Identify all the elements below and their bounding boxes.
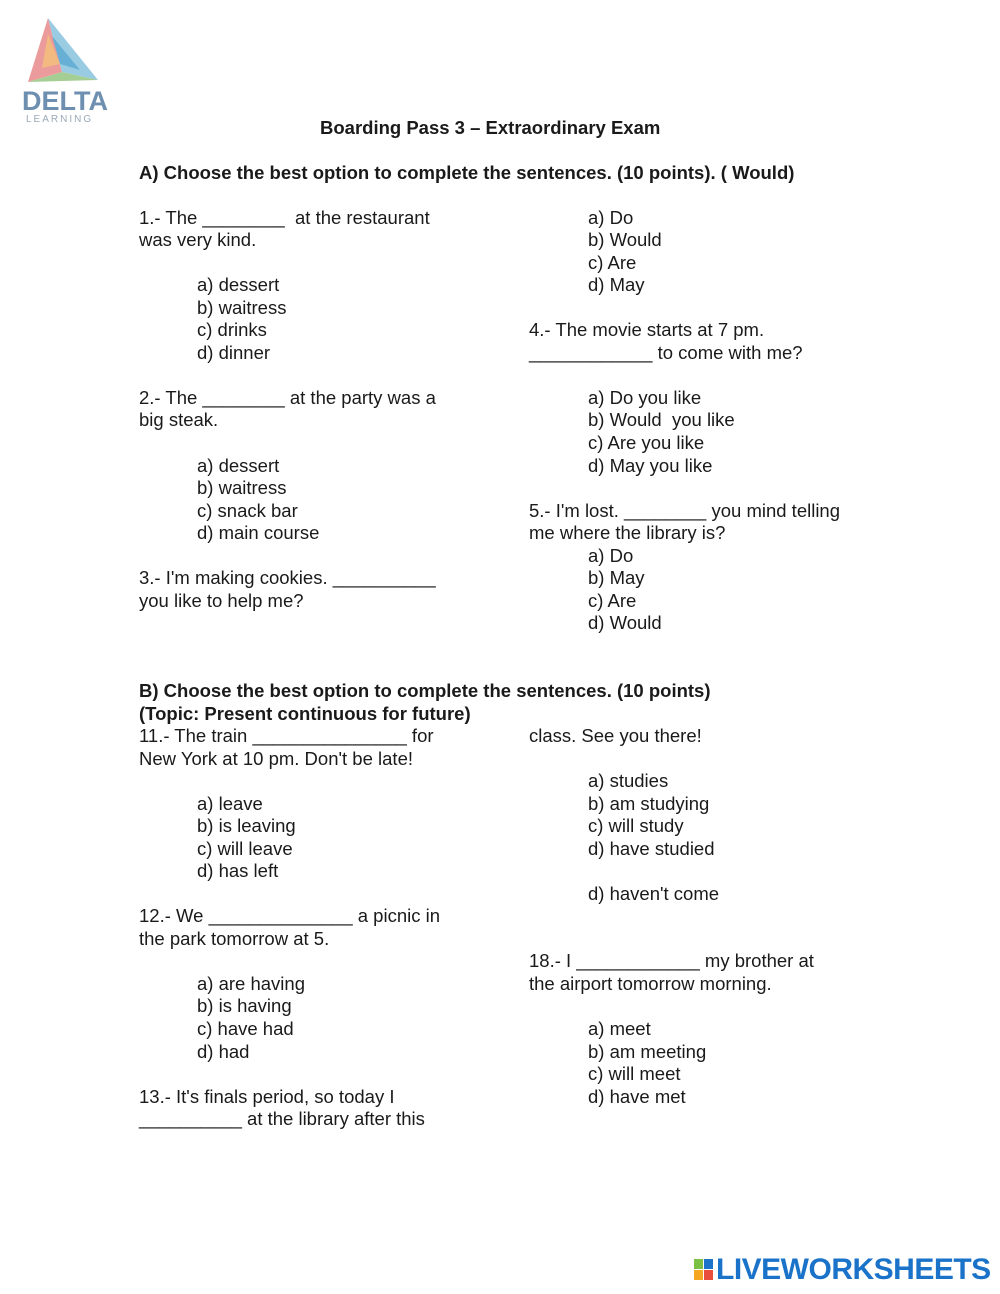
q13-option-a[interactable]: a) studies bbox=[588, 770, 669, 791]
q11-option-d[interactable]: d) has left bbox=[197, 860, 279, 881]
question-11-line1: 11.- The train _______________ for bbox=[139, 725, 434, 746]
question-1-line1: 1.- The ________ at the restaurant bbox=[139, 207, 430, 228]
q4-option-b[interactable]: b) Would you like bbox=[588, 409, 735, 430]
question-5-line1: 5.- I'm lost. ________ you mind telling bbox=[529, 500, 841, 521]
liveworksheets-blocks-icon bbox=[694, 1259, 714, 1281]
liveworksheets-brand: LIVEWORKSHEETS bbox=[716, 1253, 991, 1286]
delta-triangle-icon bbox=[18, 14, 110, 126]
q5-option-a[interactable]: a) Do bbox=[588, 545, 634, 566]
q18-option-c[interactable]: c) will meet bbox=[588, 1063, 681, 1084]
q18-option-b[interactable]: b) am meeting bbox=[588, 1041, 707, 1062]
q3-option-c[interactable]: c) Are bbox=[588, 252, 637, 273]
q18-option-d[interactable]: d) have met bbox=[588, 1086, 686, 1107]
delta-learning-logo bbox=[18, 14, 110, 126]
question-4-line2: ____________ to come with me? bbox=[529, 342, 803, 363]
q11-option-c[interactable]: c) will leave bbox=[197, 838, 293, 859]
q3-option-a[interactable]: a) Do bbox=[588, 207, 634, 228]
q13-option-b[interactable]: b) am studying bbox=[588, 793, 710, 814]
q11-option-b[interactable]: b) is leaving bbox=[197, 815, 296, 836]
question-5-line2: me where the library is? bbox=[529, 522, 726, 543]
question-3-line2: you like to help me? bbox=[139, 590, 304, 611]
q13-option-d[interactable]: d) have studied bbox=[588, 838, 715, 859]
logo-name: DELTA bbox=[22, 86, 108, 116]
q18-option-a[interactable]: a) meet bbox=[588, 1018, 651, 1039]
question-2-line2: big steak. bbox=[139, 409, 219, 430]
logo-subtitle: LEARNING bbox=[26, 114, 94, 125]
page-title: Boarding Pass 3 – Extraordinary Exam bbox=[320, 117, 661, 138]
q12-option-d[interactable]: d) had bbox=[197, 1041, 250, 1062]
q1-option-c[interactable]: c) drinks bbox=[197, 319, 267, 340]
q1-option-b[interactable]: b) waitress bbox=[197, 297, 287, 318]
section-b-topic: (Topic: Present continuous for future) bbox=[139, 703, 471, 724]
q2-option-c[interactable]: c) snack bar bbox=[197, 500, 298, 521]
question-12-line2: the park tomorrow at 5. bbox=[139, 928, 330, 949]
question-18-line2: the airport tomorrow morning. bbox=[529, 973, 772, 994]
q1-option-d[interactable]: d) dinner bbox=[197, 342, 271, 363]
stray-option[interactable]: d) haven't come bbox=[588, 883, 720, 904]
q4-option-d[interactable]: d) May you like bbox=[588, 455, 713, 476]
q12-option-b[interactable]: b) is having bbox=[197, 995, 292, 1016]
q5-option-c[interactable]: c) Are bbox=[588, 590, 637, 611]
question-3-line1: 3.- I'm making cookies. __________ bbox=[139, 567, 436, 588]
q1-option-a[interactable]: a) dessert bbox=[197, 274, 280, 295]
question-2-line1: 2.- The ________ at the party was a bbox=[139, 387, 436, 408]
question-18-line1: 18.- I ____________ my brother at bbox=[529, 950, 814, 971]
q4-option-a[interactable]: a) Do you like bbox=[588, 387, 702, 408]
question-13-line3: class. See you there! bbox=[529, 725, 702, 746]
q12-option-a[interactable]: a) are having bbox=[197, 973, 305, 994]
q11-option-a[interactable]: a) leave bbox=[197, 793, 263, 814]
q13-option-c[interactable]: c) will study bbox=[588, 815, 684, 836]
question-12-line1: 12.- We ______________ a picnic in bbox=[139, 905, 441, 926]
section-a-heading: A) Choose the best option to complete the sentences. (10 points). ( Would) bbox=[139, 162, 795, 183]
q2-option-d[interactable]: d) main course bbox=[197, 522, 320, 543]
q2-option-a[interactable]: a) dessert bbox=[197, 455, 280, 476]
question-1-line2: was very kind. bbox=[139, 229, 257, 250]
section-b-heading: B) Choose the best option to complete the sentences. (10 points) bbox=[139, 680, 711, 701]
q4-option-c[interactable]: c) Are you like bbox=[588, 432, 705, 453]
q5-option-d[interactable]: d) Would bbox=[588, 612, 662, 633]
question-13-line1: 13.- It's finals period, so today I bbox=[139, 1086, 395, 1107]
question-11-line2: New York at 10 pm. Don't be late! bbox=[139, 748, 413, 769]
q12-option-c[interactable]: c) have had bbox=[197, 1018, 294, 1039]
q2-option-b[interactable]: b) waitress bbox=[197, 477, 287, 498]
question-4-line1: 4.- The movie starts at 7 pm. bbox=[529, 319, 765, 340]
question-13-line2: __________ at the library after this bbox=[139, 1108, 425, 1129]
q5-option-b[interactable]: b) May bbox=[588, 567, 645, 588]
q3-option-b[interactable]: b) Would bbox=[588, 229, 662, 250]
q3-option-d[interactable]: d) May bbox=[588, 274, 645, 295]
